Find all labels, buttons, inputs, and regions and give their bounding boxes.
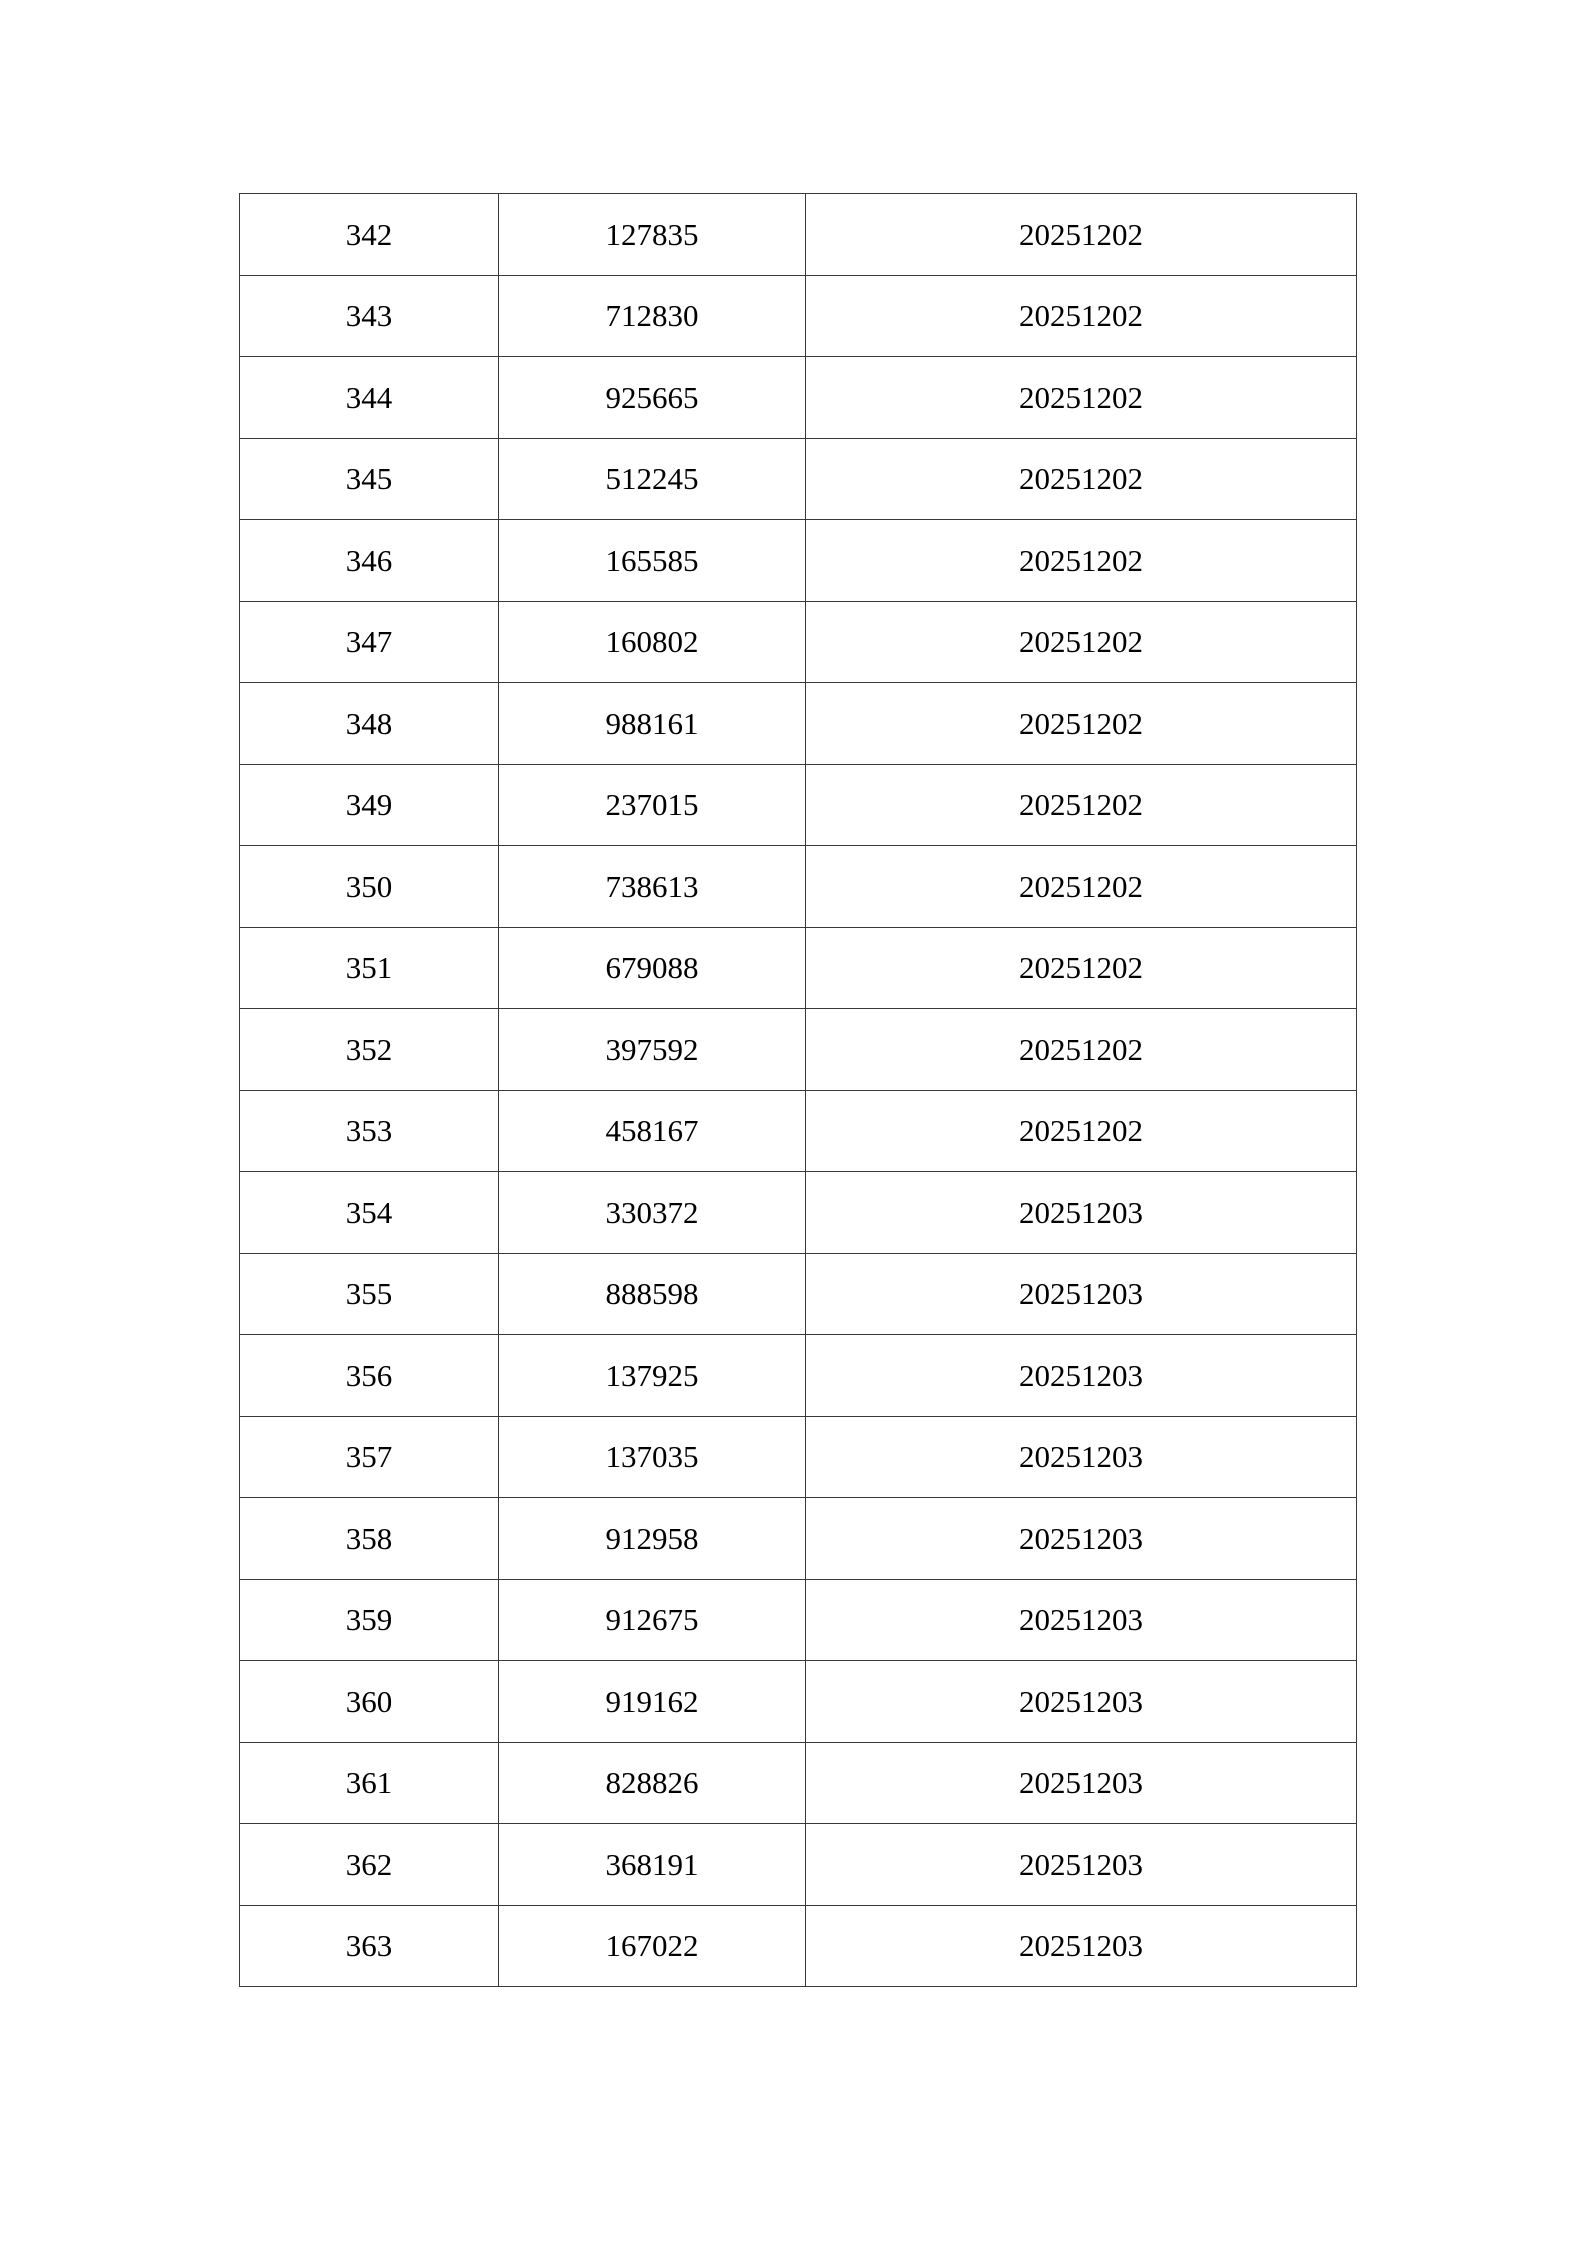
code-cell: 237015 <box>499 764 806 846</box>
serial-number-cell: 356 <box>240 1335 499 1417</box>
serial-number-cell: 345 <box>240 438 499 520</box>
date-cell: 20251203 <box>806 1579 1357 1661</box>
serial-number-cell: 358 <box>240 1498 499 1580</box>
date-cell: 20251202 <box>806 438 1357 520</box>
code-cell: 137035 <box>499 1416 806 1498</box>
table-row <box>240 601 1357 683</box>
date-cell: 20251203 <box>806 1253 1357 1335</box>
code-cell: 160802 <box>499 601 806 683</box>
date-cell: 20251203 <box>806 1661 1357 1743</box>
serial-number-cell: 359 <box>240 1579 499 1661</box>
date-cell: 20251203 <box>806 1172 1357 1254</box>
serial-number-cell: 346 <box>240 520 499 602</box>
code-cell: 912958 <box>499 1498 806 1580</box>
table-row <box>240 438 1357 520</box>
code-cell: 925665 <box>499 357 806 439</box>
date-cell: 20251203 <box>806 1824 1357 1906</box>
date-cell: 20251202 <box>806 194 1357 276</box>
code-cell: 738613 <box>499 846 806 928</box>
table-row <box>240 764 1357 846</box>
serial-number-cell: 361 <box>240 1742 499 1824</box>
serial-number-cell: 363 <box>240 1905 499 1987</box>
serial-number-cell: 342 <box>240 194 499 276</box>
table-row <box>240 1090 1357 1172</box>
code-cell: 828826 <box>499 1742 806 1824</box>
table-row <box>240 194 1357 276</box>
serial-number-cell: 360 <box>240 1661 499 1743</box>
table-row <box>240 1824 1357 1906</box>
serial-number-cell: 351 <box>240 927 499 1009</box>
table-row <box>240 1253 1357 1335</box>
table-row <box>240 1579 1357 1661</box>
date-cell: 20251202 <box>806 683 1357 765</box>
code-cell: 912675 <box>499 1579 806 1661</box>
table-row <box>240 520 1357 602</box>
serial-number-cell: 354 <box>240 1172 499 1254</box>
date-cell: 20251202 <box>806 1009 1357 1091</box>
table-row <box>240 1335 1357 1417</box>
table-row <box>240 683 1357 765</box>
table-row <box>240 927 1357 1009</box>
table-body <box>240 194 1357 1987</box>
serial-number-cell: 348 <box>240 683 499 765</box>
code-cell: 919162 <box>499 1661 806 1743</box>
code-cell: 127835 <box>499 194 806 276</box>
code-cell: 888598 <box>499 1253 806 1335</box>
serial-number-cell: 362 <box>240 1824 499 1906</box>
table-row <box>240 846 1357 928</box>
date-cell: 20251203 <box>806 1742 1357 1824</box>
date-cell: 20251202 <box>806 357 1357 439</box>
serial-number-cell: 347 <box>240 601 499 683</box>
code-cell: 397592 <box>499 1009 806 1091</box>
date-cell: 20251202 <box>806 927 1357 1009</box>
code-cell: 458167 <box>499 1090 806 1172</box>
code-cell: 368191 <box>499 1824 806 1906</box>
serial-number-cell: 352 <box>240 1009 499 1091</box>
code-cell: 165585 <box>499 520 806 602</box>
date-cell: 20251203 <box>806 1416 1357 1498</box>
data-table <box>239 193 1357 1987</box>
serial-number-cell: 350 <box>240 846 499 928</box>
serial-number-cell: 344 <box>240 357 499 439</box>
table-row <box>240 1905 1357 1987</box>
table-row <box>240 1661 1357 1743</box>
date-cell: 20251203 <box>806 1498 1357 1580</box>
serial-number-cell: 353 <box>240 1090 499 1172</box>
table-row <box>240 275 1357 357</box>
code-cell: 512245 <box>499 438 806 520</box>
date-cell: 20251203 <box>806 1905 1357 1987</box>
serial-number-cell: 357 <box>240 1416 499 1498</box>
code-cell: 679088 <box>499 927 806 1009</box>
date-cell: 20251202 <box>806 520 1357 602</box>
table-row <box>240 1009 1357 1091</box>
date-cell: 20251202 <box>806 1090 1357 1172</box>
table-row <box>240 1172 1357 1254</box>
code-cell: 988161 <box>499 683 806 765</box>
serial-number-cell: 355 <box>240 1253 499 1335</box>
code-cell: 137925 <box>499 1335 806 1417</box>
code-cell: 167022 <box>499 1905 806 1987</box>
date-cell: 20251202 <box>806 601 1357 683</box>
table-row <box>240 1498 1357 1580</box>
serial-number-cell: 343 <box>240 275 499 357</box>
table-row <box>240 1416 1357 1498</box>
table-row <box>240 1742 1357 1824</box>
date-cell: 20251202 <box>806 275 1357 357</box>
date-cell: 20251202 <box>806 764 1357 846</box>
date-cell: 20251203 <box>806 1335 1357 1417</box>
code-cell: 712830 <box>499 275 806 357</box>
table-row <box>240 357 1357 439</box>
date-cell: 20251202 <box>806 846 1357 928</box>
serial-number-cell: 349 <box>240 764 499 846</box>
code-cell: 330372 <box>499 1172 806 1254</box>
